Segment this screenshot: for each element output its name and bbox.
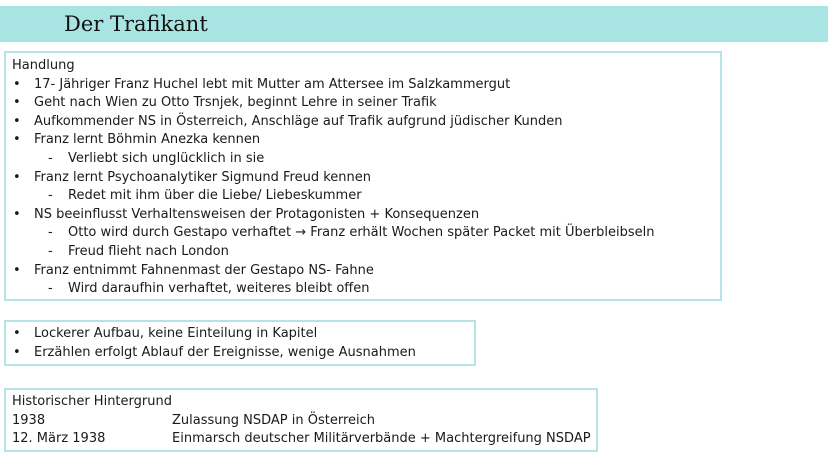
- list-item: • Franz entnimmt Fahnenmast der Gestapo NS- Fahne: [12, 262, 714, 281]
- list-item: • NS beeinflusst Verhaltensweisen der Protagonisten + Konsequenzen: [12, 206, 714, 225]
- sub-list-item: - Wird daraufhin verhaftet, weiteres bleibt offen: [12, 280, 714, 299]
- list-item: • Geht nach Wien zu Otto Trsnjek, beginnt Lehre in seiner Trafik: [12, 94, 714, 113]
- sub-list-item: - Otto wird durch Gestapo verhaftet → Franz erhält Wochen später Packet mit Überbleibseln: [12, 224, 714, 243]
- timeline-date: 12. März 1938: [12, 431, 106, 447]
- timeline-event: Einmarsch deutscher Militärverbände + Machtergreifung NSDAP: [172, 431, 591, 447]
- list-item: • Franz lernt Böhmin Anezka kennen: [12, 131, 714, 150]
- list-item: • Aufkommender NS in Österreich, Anschläge auf Trafik aufgrund jüdischer Kunden: [12, 113, 714, 132]
- timeline-date: 1938: [12, 412, 46, 428]
- hintergrund-heading: Historischer Hintergrund: [12, 394, 172, 409]
- timeline-row: [12, 412, 590, 431]
- slide-title: Der Trafikant: [64, 12, 208, 36]
- timeline-event: Zulassung NSDAP in Österreich: [172, 412, 376, 428]
- list-item: • Lockerer Aufbau, keine Einteilung in Kapitel: [12, 325, 468, 344]
- list-item: • Erzählen erfolgt Ablauf der Ereignisse, wenige Ausnahmen: [12, 344, 468, 363]
- sub-list-item: - Redet mit ihm über die Liebe/ Liebeskummer: [12, 187, 714, 206]
- list-item: • Franz lernt Psychoanalytiker Sigmund Freud kennen: [12, 169, 714, 188]
- list-item: • 17- Jähriger Franz Huchel lebt mit Mutter am Attersee im Salzkammergut: [12, 76, 714, 95]
- timeline-row: [12, 430, 590, 449]
- hintergrund-box: [4, 388, 598, 452]
- aufbau-box: [4, 320, 476, 366]
- handlung-box: [4, 51, 722, 301]
- aufbau-list: [12, 325, 468, 362]
- handlung-heading: Handlung: [12, 58, 75, 73]
- handlung-list: [12, 76, 714, 299]
- sub-list-item: - Freud flieht nach London: [12, 243, 714, 262]
- title-bar: [0, 6, 828, 42]
- sub-list-item: - Verliebt sich unglücklich in sie: [12, 150, 714, 169]
